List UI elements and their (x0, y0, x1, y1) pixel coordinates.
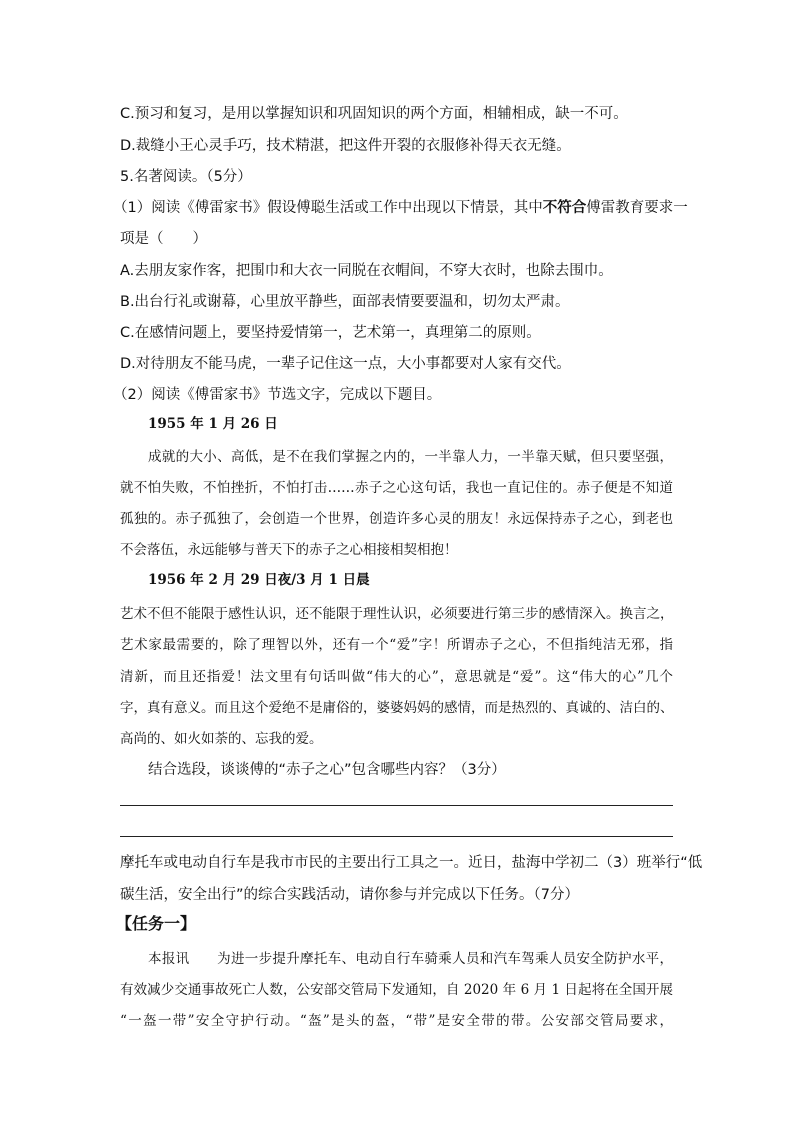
letter1-line: 就不怕失败，不怕挫折，不怕打击……赤子之心这句话，我也一直记住的。赤子便是不知道 (120, 480, 673, 496)
letter1-line: 孤独的。赤子孤独了，会创造一个世界，创造许多心灵的朋友！永远保持赤子之心，到老也 (120, 511, 673, 527)
letter2-line: 艺术不但不能限于感性认识，还不能限于理性认识，必须要进行第三步的感情深入。换言之， (120, 606, 674, 622)
news-line: “一盔一带”安全守护行动。“盔”是头的盔，“带”是安全带的带。公安部交管局要求， (120, 1013, 673, 1029)
q6-intro-line2: 碳生活，安全出行”的综合实践活动，请你参与并完成以下任务。（7分） (120, 887, 579, 903)
q6-intro-line1: 摩托车或电动自行车是我市市民的主要出行工具之一。近日，盐海中学初二（3）班举行“低 (120, 855, 703, 871)
letter1-line: 成就的大小、高低，是不在我们掌握之内的，一半靠人力，一半靠天赋，但只要坚强， (148, 449, 673, 465)
q5-part1-option-a: A.去朋友家作客，把围巾和大衣一同脱在衣帽间，不穿大衣时，也除去围巾。 (120, 263, 613, 279)
q5-part1-option-c: C.在感情问题上，要坚持爱情第一，艺术第一，真理第二的原则。 (120, 325, 541, 341)
q5-part1-stem-line2: 项是（ ） (120, 231, 207, 247)
news-line: 本报讯 为进一步提升摩托车、电动自行车骑乘人员和汽车驾乘人员安全防护水平， (148, 951, 673, 967)
q5-part1-option-b: B.出台行礼或谢幕，心里放平静些，面部表情要要温和，切勿太严肃。 (120, 294, 570, 310)
answer-line-1[interactable] (120, 805, 673, 806)
q5-part2-stem: （2）阅读《傅雷家书》节选文字，完成以下题目。 (113, 387, 442, 403)
answer-line-2[interactable] (120, 836, 673, 837)
letter1-date: 1955 年 1 月 26 日 (148, 416, 278, 432)
q5-part1-stem (113, 198, 688, 218)
q5-part2-question: 结合选段，谈谈傅的“赤子之心”包含哪些内容？（3分） (148, 762, 506, 778)
q5-heading: 5.名著阅读。（5分） (120, 169, 252, 185)
q5-part1-option-d: D.对待朋友不能马虎，一辈子记住这一点，大小事都要对人家有交代。 (120, 356, 571, 372)
q5-part1-stem-text-b: 傅雷教育要求一 (586, 200, 688, 216)
letter2-line: 高尚的、如火如荼的、忘我的爱。 (120, 731, 323, 747)
letter2-line: 艺术家最需要的，除了理智以外，还有一个“爱”字！所谓赤子之心，不但指纯洁无邪，指 (120, 637, 673, 653)
news-line: 有效减少交通事故死亡人数，公安部交管局下发通知，自 2020 年 6 月 1 日起将在全国开展 (120, 982, 673, 998)
q4-option-c: C.预习和复习，是用以掌握知识和巩固知识的两个方面，相辅相成，缺一不可。 (120, 106, 628, 122)
q4-option-d: D.裁缝小王心灵手巧，技术精湛，把这件开裂的衣服修补得天衣无缝。 (120, 138, 571, 154)
letter2-line: 字，真有意义。而且这个爱绝不是庸俗的，婆婆妈妈的感情，而是热烈的、真诚的、洁白的、 (120, 700, 674, 716)
q5-part1-stem-text-a: （1）阅读《傅雷家书》假设傅聪生活或工作中出现以下情景，其中 (113, 200, 543, 216)
task1-title: 【任务一】 (116, 914, 197, 933)
letter2-line: 清新，而且还指爱！法文里有句话叫做“伟大的心”，意思就是“爱”。这“伟大的心”几个 (120, 669, 673, 685)
letter1-line: 不会落伍，永远能够与普天下的赤子之心相接相契相抱！ (120, 542, 458, 558)
letter2-date: 1956 年 2 月 29 日夜/3 月 1 日晨 (148, 572, 370, 588)
q5-part1-stem-emphasis: 不符合 (542, 200, 587, 216)
